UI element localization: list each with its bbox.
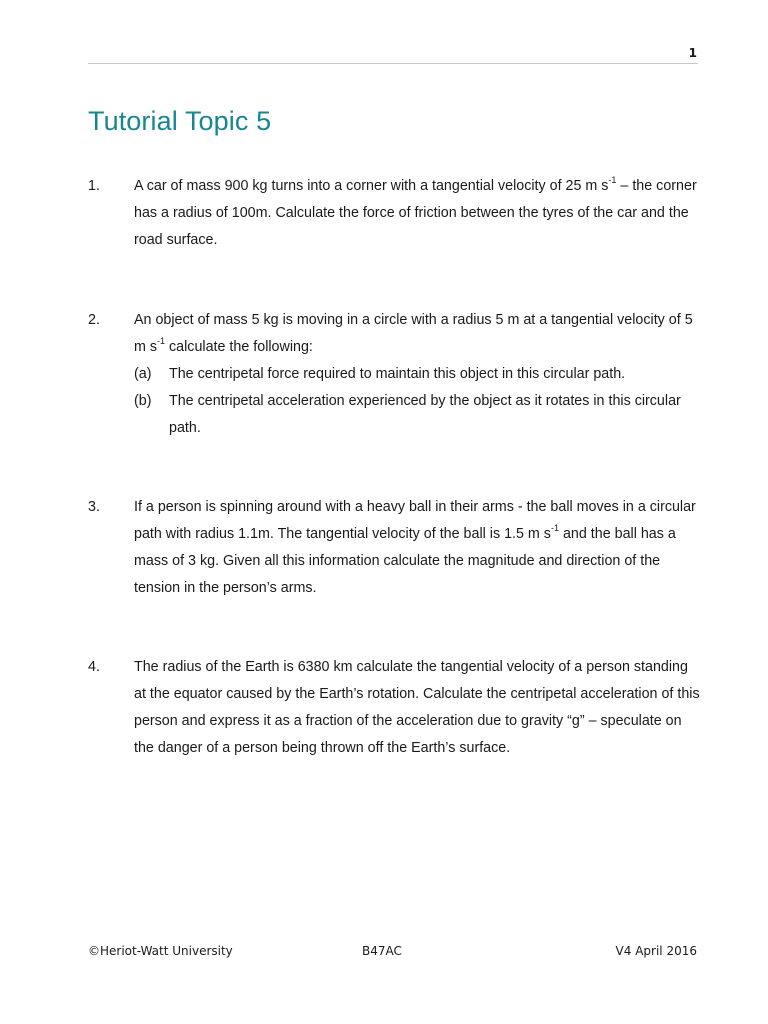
unit-exponent: -1 <box>608 175 617 186</box>
sub-question-label: (b) <box>134 393 152 409</box>
sub-question-b <box>134 388 700 442</box>
question-4 <box>88 654 700 762</box>
sub-question-text: The centripetal acceleration experienced by the object as it rotates in this circular path. <box>169 393 681 436</box>
question-text <box>134 494 700 602</box>
question-text-part: and the ball has a mass of 3 kg. Given all this information calculate the magnitude and direction of the tension in the person’s arms. <box>134 526 676 596</box>
question-3 <box>88 494 700 602</box>
question-number: 2. <box>88 312 100 328</box>
question-text-part: – the corner has a radius of 100m. Calculate the force of friction between the tyres of the car and the road surface. <box>134 178 697 248</box>
page-number: 1 <box>688 46 697 60</box>
footer-copyright: ©Heriot-Watt University <box>88 944 233 958</box>
question-text-part: calculate the following: <box>165 339 313 355</box>
question-number: 1. <box>88 178 100 194</box>
question-text-part: An object of mass 5 kg is moving in a circle with a radius 5 m at a tangential velocity of 5 m s <box>134 312 693 355</box>
sub-question-label: (a) <box>134 366 152 382</box>
question-1 <box>88 173 700 254</box>
question-text <box>134 307 700 361</box>
header-divider <box>88 63 698 64</box>
question-text-part: The radius of the Earth is 6380 km calculate the tangential velocity of a person standing at the equator caused by the Earth’s rotation. Calculate the centripetal acceleration of this person and express it as a fraction of the acceleration due to gravity “g” – speculate on the danger of a person being thrown off the Earth’s surface. <box>134 659 700 756</box>
sub-question-a <box>134 361 700 388</box>
question-text <box>134 654 700 762</box>
question-text-part: A car of mass 900 kg turns into a corner with a tangential velocity of 25 m s <box>134 178 609 194</box>
question-text <box>134 173 700 254</box>
footer-course-code: B47AC <box>362 944 402 958</box>
question-number: 3. <box>88 499 100 515</box>
footer-version: V4 April 2016 <box>615 944 697 958</box>
question-text-part: If a person is spinning around with a heavy ball in their arms - the ball moves in a circular path with radius 1.1m. The tangential velocity of the ball is 1.5 m s <box>134 499 696 542</box>
unit-exponent: -1 <box>157 336 166 347</box>
question-number: 4. <box>88 659 100 675</box>
question-2 <box>88 307 700 442</box>
unit-exponent: -1 <box>550 523 559 534</box>
page-title: Tutorial Topic 5 <box>88 106 272 136</box>
sub-question-text: The centripetal force required to maintain this object in this circular path. <box>169 366 626 382</box>
